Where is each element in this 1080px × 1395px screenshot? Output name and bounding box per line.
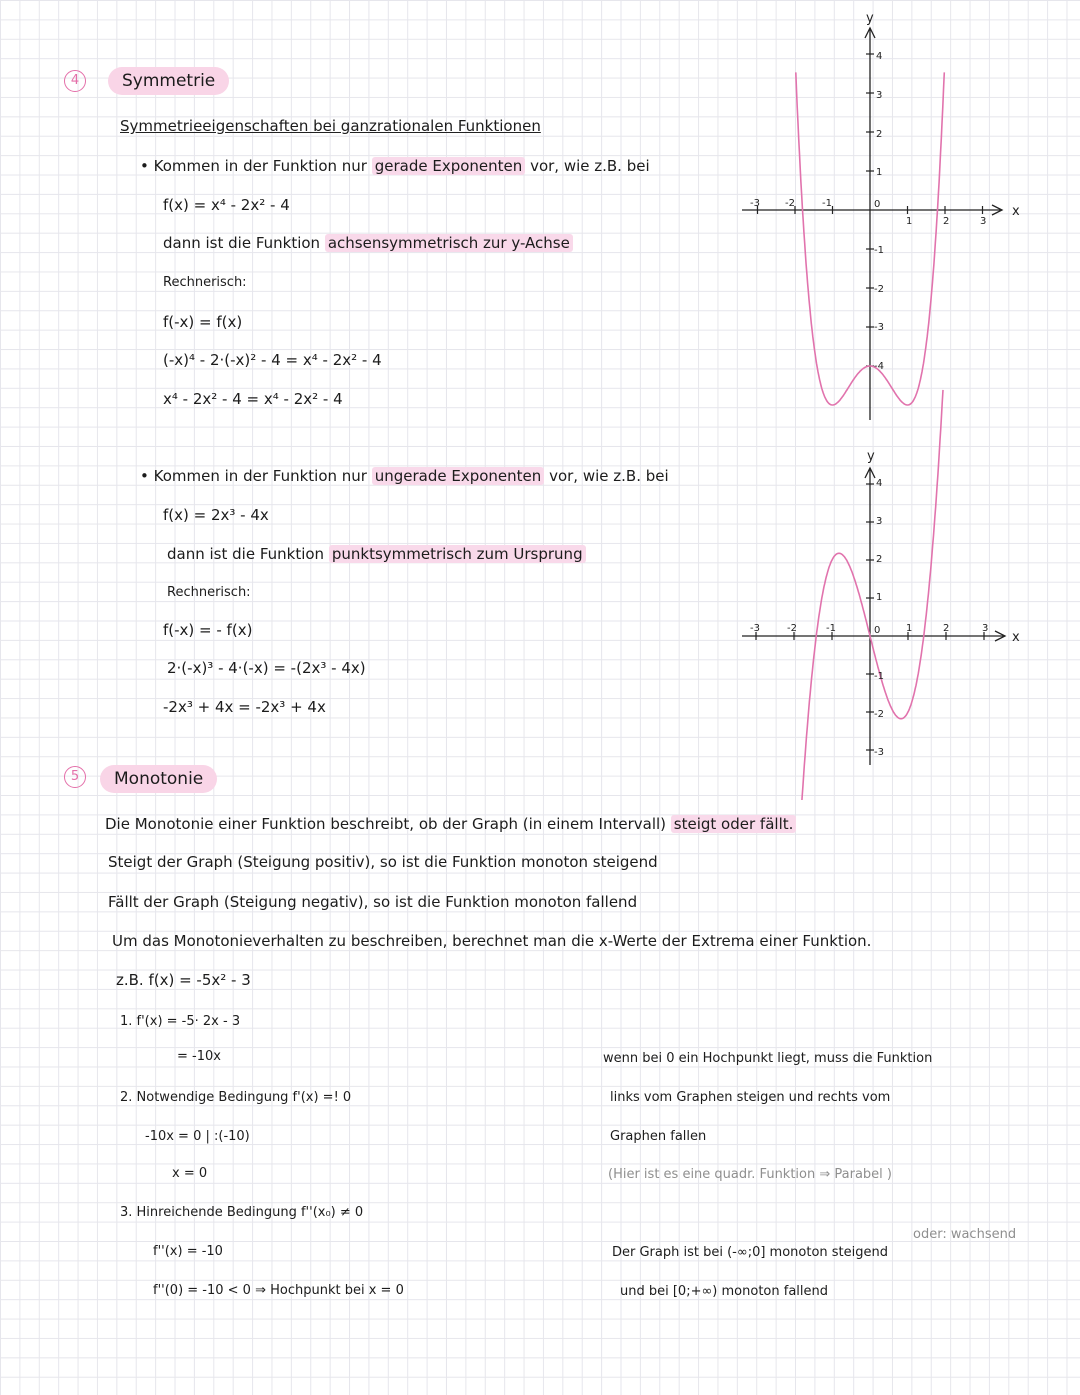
graph1-xtick: -2	[785, 198, 795, 209]
step1-line1: 1. f'(x) = -5· 2x - 3	[120, 1014, 241, 1029]
result-line1: Der Graph ist bei (-∞;0] monoton steigend	[612, 1245, 889, 1260]
step2-line1: 2. Notwendige Bedingung f'(x) =! 0	[120, 1090, 352, 1105]
graph1-y-tick-labels	[874, 51, 884, 372]
graph1-xtick: 2	[943, 216, 950, 227]
parabola-note: (Hier ist es eine quadr. Funktion ⇒ Parabel )	[608, 1167, 892, 1182]
graph1-x-label: x	[1012, 204, 1020, 219]
odd-calc-label: Rechnerisch:	[167, 585, 251, 600]
property-odd: punktsymmetrisch zum Ursprung	[329, 545, 586, 563]
section-title-symmetrie: Symmetrie	[108, 67, 229, 95]
odd-function: f(x) = 2x³ - 4x	[163, 506, 269, 524]
graph2-axes	[742, 468, 1005, 765]
step3-line1: 3. Hinreichende Bedingung f''(x₀) ≠ 0	[120, 1205, 364, 1220]
graph2-xtick: -3	[750, 623, 760, 634]
odd-calc-line-1: f(-x) = - f(x)	[163, 621, 253, 639]
intro-text: Kommen in der Funktion nur	[153, 157, 367, 175]
graph2-ytick: 4	[876, 478, 883, 489]
intro-text: Kommen in der Funktion nur	[153, 467, 367, 485]
graph2-x-label: x	[1012, 630, 1020, 645]
odd-calc-line-2: 2·(-x)³ - 4·(-x) = -(2x³ - 4x)	[167, 659, 366, 677]
graph1-origin: 0	[874, 199, 881, 210]
explanation-line2: links vom Graphen steigen und rechts vom	[610, 1090, 891, 1105]
graph2-y-label: y	[867, 449, 875, 464]
odd-calc-line-3: -2x³ + 4x = -2x³ + 4x	[163, 698, 326, 716]
graph1-xtick: 3	[980, 216, 987, 227]
graph1-ytick: 2	[876, 129, 883, 140]
result-line2: und bei [0;+∞) monoton fallend	[620, 1284, 828, 1299]
section-title-monotonie: Monotonie	[100, 765, 217, 793]
step1-line2: = -10x	[177, 1049, 221, 1064]
graph2-ytick: 2	[876, 554, 883, 565]
graph1-y-label: y	[866, 11, 874, 26]
graph1-ytick: -1	[874, 245, 884, 256]
intro-end: vor, wie z.B. bei	[530, 157, 650, 175]
then-text: dann ist die Funktion	[167, 545, 325, 563]
explanation-line3: Graphen fallen	[610, 1129, 707, 1144]
graph1-ytick: 3	[876, 90, 883, 101]
graph2-y-tick-labels	[874, 478, 884, 758]
example-function: z.B. f(x) = -5x² - 3	[116, 971, 251, 989]
even-function: f(x) = x⁴ - 2x² - 4	[163, 196, 290, 214]
property-even: achsensymmetrisch zur y-Achse	[325, 234, 573, 252]
graph1-ytick: -4	[874, 361, 884, 372]
graph1-ytick: -2	[874, 284, 884, 295]
monotonie-method: Um das Monotonieverhalten zu beschreiben, berechnet man die x-Werte der Extrema einer Funktion.	[112, 932, 872, 950]
graph2-xtick: 3	[982, 623, 989, 634]
graph1-ytick: 4	[876, 51, 883, 62]
graph2-ytick: 1	[876, 592, 883, 603]
graph1-xtick: -3	[750, 198, 760, 209]
then-text: dann ist die Funktion	[163, 234, 321, 252]
graph2-xtick: -2	[787, 623, 797, 634]
even-calc-line-3: x⁴ - 2x² - 4 = x⁴ - 2x² - 4	[163, 390, 343, 408]
even-calc-line-1: f(-x) = f(x)	[163, 313, 243, 331]
graph1-axes	[742, 28, 1002, 420]
definition-highlight: steigt oder fällt.	[671, 815, 797, 833]
even-calc-line-2: (-x)⁴ - 2·(-x)² - 4 = x⁴ - 2x² - 4	[163, 351, 382, 369]
graph2-xtick: 2	[943, 623, 950, 634]
highlight-odd: ungerade Exponenten	[372, 467, 545, 485]
graph2-ytick: -2	[874, 709, 884, 720]
monotonie-falling: Fällt der Graph (Steigung negativ), so ist die Funktion monoton fallend	[108, 893, 638, 911]
monotonie-definition	[105, 815, 796, 833]
graph2-xtick: 1	[906, 623, 913, 634]
explanation-line1: wenn bei 0 ein Hochpunkt liegt, muss die Funktion	[603, 1051, 933, 1066]
step3-line2: f''(x) = -10	[153, 1244, 223, 1259]
highlight-even: gerade Exponenten	[372, 157, 526, 175]
bullet: •	[140, 467, 149, 485]
step2-line3: x = 0	[172, 1166, 208, 1181]
graph2-ytick: -1	[874, 671, 884, 682]
intro-end: vor, wie z.B. bei	[549, 467, 669, 485]
graph2-ytick: -3	[874, 747, 884, 758]
step3-line3: f''(0) = -10 < 0 ⇒ Hochpunkt bei x = 0	[153, 1283, 404, 1298]
graph2-ytick: 3	[876, 516, 883, 527]
graph1-x-tick-labels	[750, 198, 986, 227]
section-number-4: 4	[64, 70, 86, 92]
graph1-xtick: -1	[822, 198, 832, 209]
alt-term: oder: wachsend	[913, 1227, 1017, 1242]
monotonie-rising: Steigt der Graph (Steigung positiv), so ist die Funktion monoton steigend	[108, 853, 658, 871]
section-number-5: 5	[64, 766, 86, 788]
graph2-origin: 0	[874, 625, 881, 636]
definition-text: Die Monotonie einer Funktion beschreibt, ob der Graph (in einem Intervall)	[105, 815, 667, 833]
graph1-ytick: -3	[874, 322, 884, 333]
graph1-xtick: 1	[906, 216, 913, 227]
step2-line2: -10x = 0 | :(-10)	[145, 1129, 250, 1144]
section4-subtitle: Symmetrieeigenschaften bei ganzrationalen Funktionen	[120, 117, 541, 135]
graph2-xtick: -1	[826, 623, 836, 634]
graph1-ytick: 1	[876, 167, 883, 178]
bullet: •	[140, 157, 149, 175]
even-calc-label: Rechnerisch:	[163, 275, 247, 290]
